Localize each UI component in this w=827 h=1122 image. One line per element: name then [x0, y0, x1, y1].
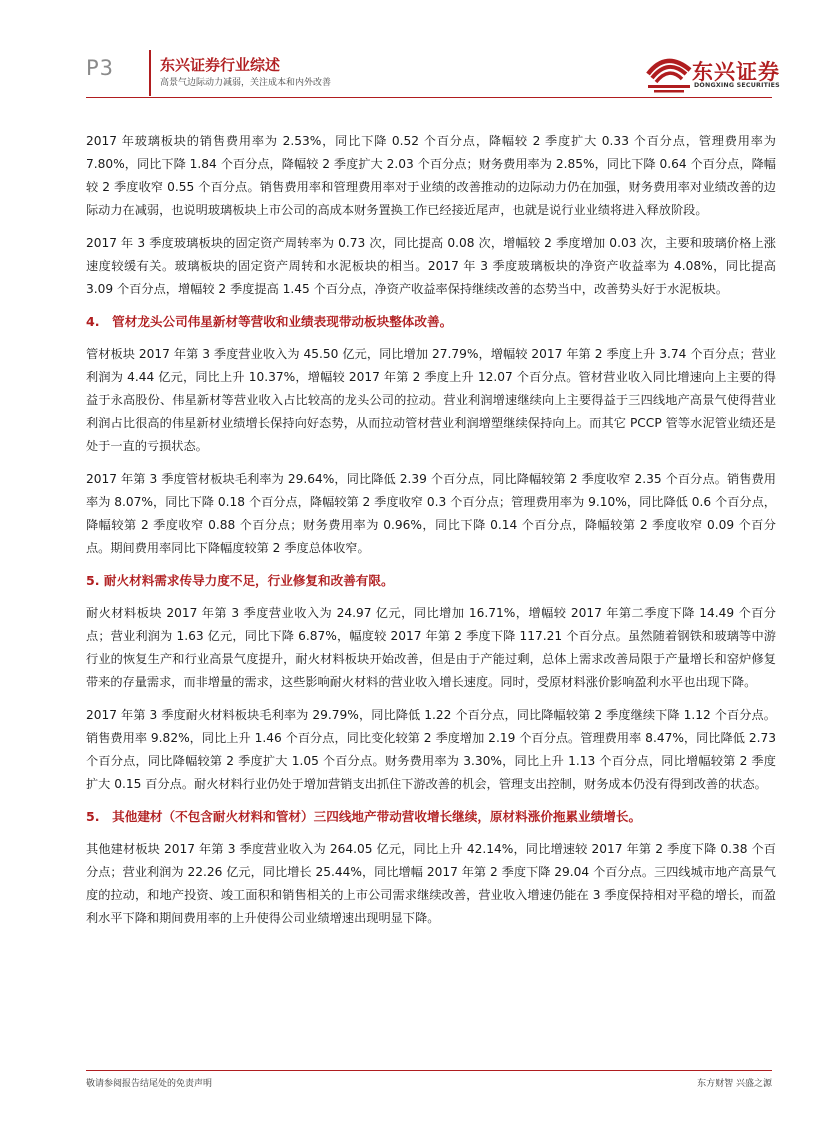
header-divider-vertical — [149, 50, 151, 96]
section-heading-pipes: 4. 管材龙头公司伟星新材等营收和业绩表现带动板块整体改善。 — [86, 314, 453, 329]
header-divider-horizontal — [86, 97, 772, 98]
paragraph-pipes-revenue: 管材板块 2017 年第 3 季度营业收入为 45.50 亿元，同比增加 27.79%，增幅较 2017 年第 2 季度上升 3.74 个百分点；营业利润为 4.44 亿元，同比上升 10.37%，增幅较 2017 年第 2 季度上升 12.07 个百分点。管材营业收入同比增速向上主要的得益于永高股份、伟星新材等营业收入占比较高的龙头公司的拉动。营业利润增速继续向上主要得益于三四线地产高景气使得营业利润占比很高的伟星新材业绩增长保持向好态势，从而拉动管材营业利润增塑继续保持向上。而其它 PCCP 管等水泥管业绩还是处于一直的亏损状态。 — [86, 347, 776, 453]
paragraph-refractory-margin: 2017 年第 3 季度耐火材料板块毛利率为 29.79%，同比降低 1.22 个百分点，同比降幅较第 2 季度继续下降 1.12 个百分点。销售费用率 9.82%，同比上升 1.46 个百分点，同比变化较第 2 季度增加 2.19 个百分点。管理费用率 8.47%，同比降低 2.73 个百分点，同比降幅较第 2 季度扩大 1.05 个百分点。财务费用率为 3.30%，同比上升 1.13 个百分点，同比增幅较第 2 季度扩大 0.15 百分点。耐火材料行业仍处于增加营销支出抓住下游改善的机会，管理支出控制，财务成本仍没有得到改善的状态。 — [86, 708, 776, 791]
page-header — [0, 0, 827, 100]
paragraph-glass-expense: 2017 年玻璃板块的销售费用率为 2.53%，同比下降 0.52 个百分点，降幅较 2 季度扩大 0.33 个百分点，管理费用率为 7.80%，同比下降 1.84 个百分点，降幅较 2 季度扩大 2.03 个百分点；财务费用率为 2.85%，同比下降 0.64 个百分点，降幅较 2 季度收窄 0.55 个百分点。销售费用率和管理费用率对于业绩的改善推动的边际动力仍在加强，财务费用率对业绩改善的边际动力在减弱，也说明玻璃板块上市公司的高成本财务置换工作已经接近尾声，也就是说行业业绩将进入释放阶段。 — [86, 134, 776, 217]
footer-disclaimer: 敬请参阅报告结尾处的免责声明 — [86, 1079, 213, 1089]
paragraph-glass-turnover: 2017 年 3 季度玻璃板块的固定资产周转率为 0.73 次，同比提高 0.08 次，增幅较 2 季度增加 0.03 次，主要和玻璃价格上涨速度较缓有关。玻璃板块的固定资产周转和水泥板块的相当。2017 年 3 季度玻璃板块的净资产收益率为 4.08%，同比提高 3.09 个百分点，增幅较 2 季度提高 1.45 个百分点，净资产收益率保持继续改善的态势当中，改善势头好于水泥板块。 — [86, 236, 776, 296]
paragraph-other-materials: 其他建材板块 2017 年第 3 季度营业收入为 264.05 亿元，同比上升 42.14%，同比增速较 2017 年第 2 季度下降 0.38 个百分点；营业利润为 22.26 亿元，同比增长 25.44%，同比增幅 2017 年第 2 季度下降 29.04 个百分点。三四线城市地产高景气度的拉动，和地产投资、竣工面积和销售相关的上市公司需求继续改善，营业收入增速仍能在 3 季度保持相对平稳的增长，而盈利水平下降和期间费用率的上升使得公司业绩增速出现明显下降。 — [86, 842, 776, 925]
report-subtitle: 高景气边际动力减弱，关注成本和内外改善 — [160, 78, 332, 88]
paragraph-refractory-revenue: 耐火材料板块 2017 年第 3 季度营业收入为 24.97 亿元，同比增加 16.71%，增幅较 2017 年第二季度下降 14.49 个百分点；营业利润为 1.63 亿元，同比下降 6.87%，幅度较 2017 年第 2 季度下降 117.21 个百分点。虽然随着钢铁和玻璃等中游行业的恢复生产和行业高景气度提升，耐火材料板块开始改善，但是由于产能过剩，总体上需求改善局限于产量增长和窑炉修复带来的存量需求，而非增量的需求，这些影响耐火材料的营业收入增长速度。同时，受原材料涨价影响盈利水平也出现下降。 — [86, 606, 776, 689]
section-heading-other-materials: 5. 其他建材（不包含耐火材料和管材）三四线地产带动营收增长继续，原材料涨价拖累业绩增长。 — [86, 809, 642, 824]
section-heading-refractory: 5. 耐火材料需求传导力度不足，行业修复和改善有限。 — [86, 573, 394, 588]
logo-subtext: DONGXING SECURITIES — [694, 82, 780, 89]
logo-text: 东兴证券 — [692, 60, 780, 84]
report-title: 东兴证券行业综述 — [160, 56, 281, 74]
page-number: P3 — [86, 56, 115, 80]
footer-slogan: 东方财智 兴盛之源 — [697, 1079, 772, 1089]
paragraph-pipes-margin: 2017 年第 3 季度管材板块毛利率为 29.64%，同比降低 2.39 个百分点，同比降幅较第 2 季度收窄 2.35 个百分点。销售费用率为 8.07%，同比下降 0.18 个百分点，降幅较第 2 季度收窄 0.3 个百分点；管理费用率为 9.10%，同比降低 0.6 个百分点，降幅较第 2 季度收窄 0.88 个百分点；财务费用率为 0.96%，同比下降 0.14 个百分点，降幅较第 2 季度收窄 0.09 个百分点。期间费用率同比下降幅度较第 2 季度总体收窄。 — [86, 472, 776, 555]
footer-divider — [86, 1070, 772, 1071]
document-body — [86, 130, 776, 940]
